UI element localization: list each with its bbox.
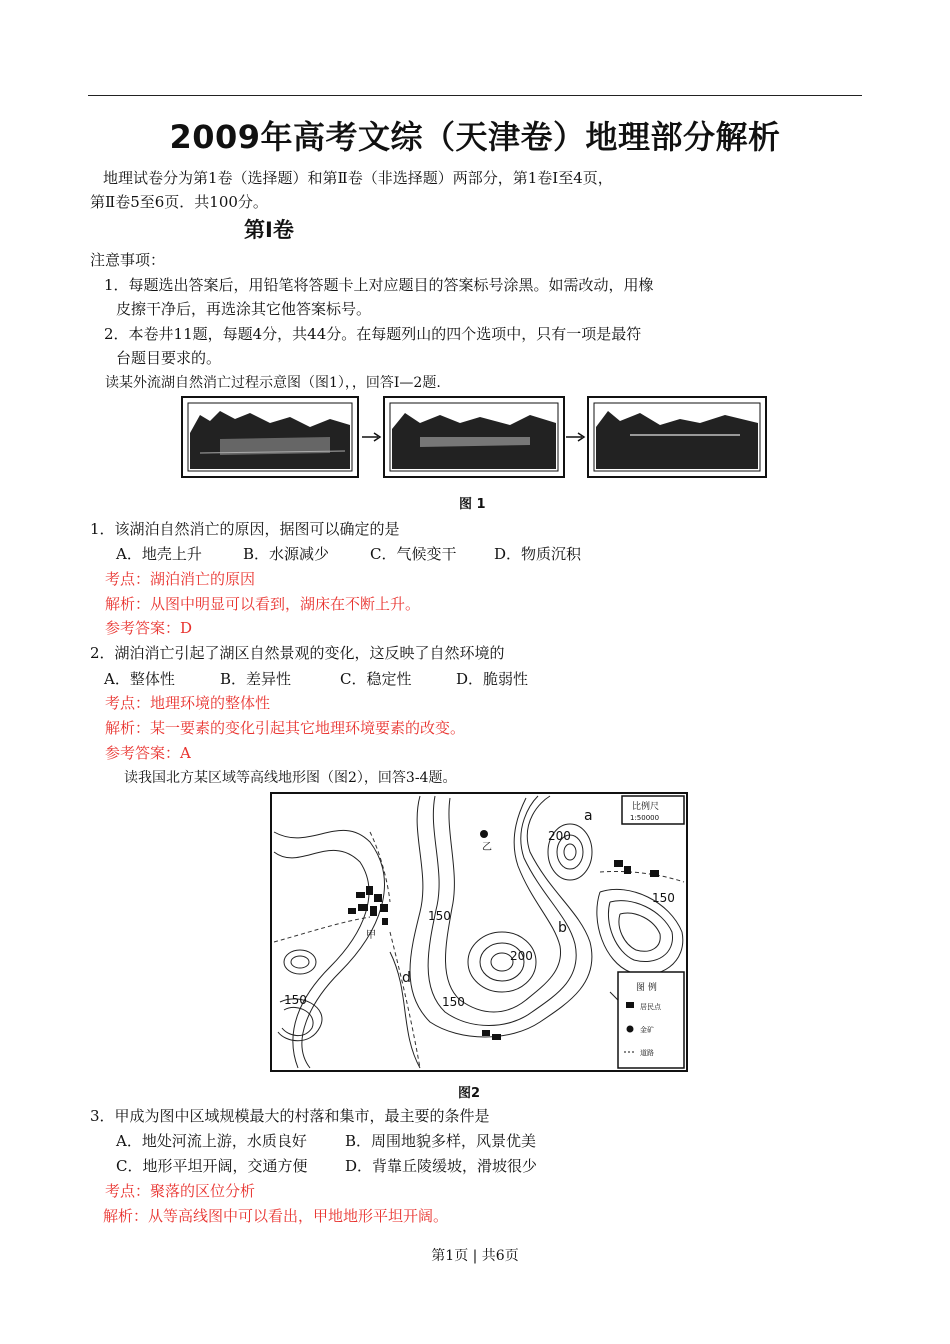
notes-heading: 注意事项： (90, 251, 166, 269)
page-footer: 第1页 | 共6页 (431, 1248, 519, 1264)
q1-option-c: C．气候变干 (370, 545, 457, 563)
q3-kaodian: 考点：聚落的区位分析 (105, 1182, 256, 1200)
fig1-panel-3 (588, 397, 766, 477)
q2-option-c: C．稳定性 (340, 670, 412, 688)
q3-jiexi: 解析：从等高线图中可以看出，甲地地形平坦开阔。 (103, 1207, 449, 1225)
scale-title: 比例尺 (632, 802, 660, 812)
q3-option-c: C．地形平坦开阔，交通方便 (116, 1157, 308, 1175)
contour-label-150-west: 150 (284, 993, 307, 1007)
fig2-contour-map (270, 792, 688, 1072)
q2-stem: 2．湖泊消亡引起了湖区自然景观的变化，这反映了自然环境的 (90, 644, 505, 662)
header-rule (88, 95, 862, 96)
legend-item-gold: 金矿 (640, 1026, 654, 1034)
q2-option-a: A．整体性 (104, 670, 175, 688)
q1-option-a: A．地壳上升 (116, 545, 202, 563)
fig1-panel-1 (182, 397, 358, 477)
section-heading: 第Ⅰ卷 (244, 218, 294, 242)
q1-stem: 1．该湖泊自然消亡的原因，据图可以确定的是 (90, 520, 400, 538)
q2-answer: 参考答案：A (105, 744, 191, 762)
q1-option-d: D．物质沉积 (494, 545, 582, 563)
note-line-3: 2．本卷井11题，每题4分，共44分。在每题列山的四个选项中，只有一项是最符 (104, 325, 642, 343)
q3-option-b: B．周围地貌多样，风景优美 (345, 1132, 537, 1150)
q1-answer: 参考答案：D (105, 619, 193, 637)
fig1-illustration (180, 393, 770, 485)
intro-line-2: 第Ⅱ卷5至6页．共100分。 (90, 193, 268, 211)
q3-option-a: A．地处河流上游，水质良好 (116, 1132, 307, 1150)
q3-stem: 3．甲成为图中区域规模最大的村落和集市，最主要的条件是 (90, 1107, 490, 1125)
legend-item-road: 道路 (640, 1049, 654, 1057)
intro-line-1: 地理试卷分为第1卷（选择题）和第Ⅱ卷（非选择题）两部分，第1卷Ⅰ至4页， (103, 169, 613, 187)
q2-jiexi: 解析：某一要素的变化引起其它地理环境要素的改变。 (105, 719, 466, 737)
scale-value: 1:50000 (630, 814, 660, 822)
fig2-caption: 图2 (458, 1086, 481, 1101)
contour-label-150-center: 150 (428, 909, 451, 923)
fig1-caption: 图 1 (459, 497, 486, 512)
q3-option-d: D．背靠丘陵缓坡，滑坡很少 (345, 1157, 538, 1175)
note-line-2: 皮擦干净后，再选涂其它他答案标号。 (116, 300, 372, 318)
q2-option-d: D．脆弱性 (456, 670, 529, 688)
point-label-b: b (558, 920, 567, 936)
contour-label-150-south: 150 (442, 995, 465, 1009)
contour-label-200-ne: 200 (548, 829, 571, 843)
legend-item-settlement: 居民点 (640, 1003, 661, 1011)
point-label-d: d (402, 970, 411, 986)
fig1-prompt: 读某外流湖自然消亡过程示意图（图1），，回答Ⅰ—2题. (105, 375, 441, 391)
point-label-jia: 甲 (366, 930, 376, 941)
point-label-a: a (584, 808, 593, 824)
note-line-1: 1．每题选出答案后，用铅笔将答题卡上对应题目的答案标号涂黑。如需改动，用橡 (104, 276, 654, 294)
fig2-prompt: 读我国北方某区域等高线地形图（图2），回答3-4题。 (124, 770, 457, 786)
contour-label-150-east: 150 (652, 891, 675, 905)
note-line-4: 台题目要求的。 (116, 349, 222, 367)
page-title: 2009年高考文综（天津卷）地理部分解析 (169, 118, 781, 156)
contour-label-200-center: 200 (510, 949, 533, 963)
q2-option-b: B．差异性 (220, 670, 292, 688)
legend-title: 图 例 (636, 983, 657, 993)
point-label-yi: 乙 (482, 842, 492, 853)
q2-kaodian: 考点：地理环境的整体性 (105, 694, 271, 712)
q1-kaodian: 考点：湖泊消亡的原因 (105, 570, 256, 588)
fig1-panel-2 (384, 397, 564, 477)
q1-option-b: B．水源减少 (243, 545, 330, 563)
q1-jiexi: 解析：从图中明显可以看到，湖床在不断上升。 (105, 595, 421, 613)
